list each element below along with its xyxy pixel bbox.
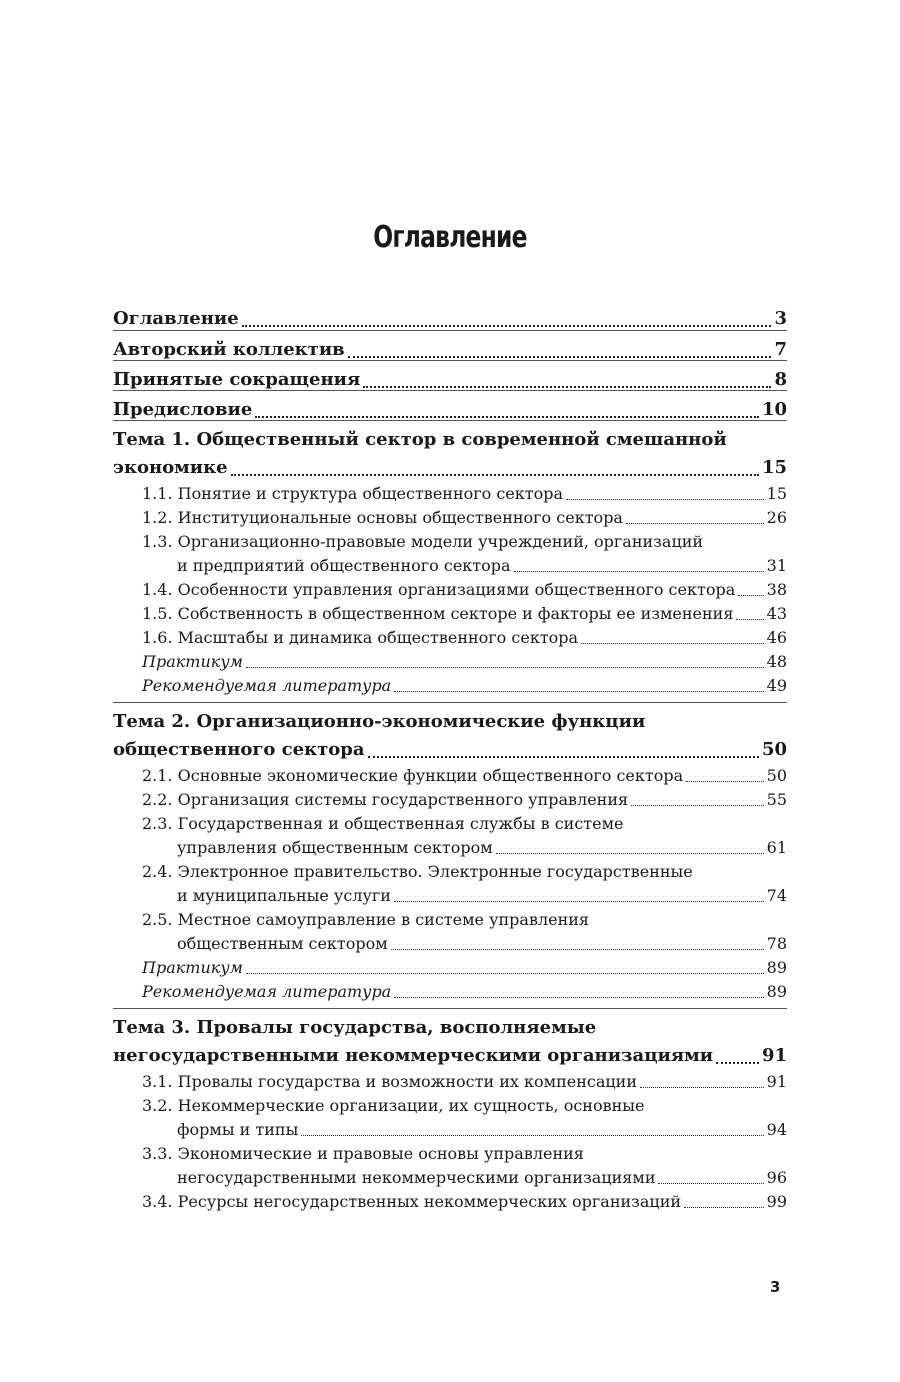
dot-leader xyxy=(716,1062,759,1064)
entry-label: Практикум xyxy=(142,958,243,977)
entry-page-number: 31 xyxy=(766,556,787,575)
subsection-entry[interactable] xyxy=(113,602,787,626)
toc-section xyxy=(113,300,787,330)
entry-label: Практикум xyxy=(142,652,243,671)
themes-list xyxy=(113,420,787,1218)
entry-label: Рекомендуемая литература xyxy=(142,676,392,695)
entry-page-number: 15 xyxy=(761,457,787,478)
entry-page-number: 89 xyxy=(766,958,787,977)
subsection-title-line: 2.3. Государственная и общественная службы в системе xyxy=(142,814,624,833)
dot-leader xyxy=(640,1087,764,1088)
theme-title-line: Тема 1. Общественный сектор в современной смешанной xyxy=(113,429,727,450)
entry-page-number: 49 xyxy=(766,676,787,695)
theme-entry[interactable] xyxy=(113,1041,787,1070)
dot-leader xyxy=(738,595,763,596)
dot-leader xyxy=(566,499,764,500)
subsection-entry[interactable] xyxy=(113,764,787,788)
entry-label: 3.1. Провалы государства и возможности их компенсации xyxy=(142,1072,637,1091)
dot-leader xyxy=(684,1207,764,1208)
entry-page-number: 7 xyxy=(774,339,787,360)
entry-page-number: 89 xyxy=(766,982,787,1001)
entry-page-number: 94 xyxy=(766,1120,787,1139)
entry-label: экономике xyxy=(113,457,228,478)
toc-section xyxy=(113,390,787,420)
entry-label: 1.4. Особенности управления организациями общественного сектора xyxy=(142,580,736,599)
theme-title-line: Тема 3. Провалы государства, восполняемые xyxy=(113,1017,597,1038)
dot-leader xyxy=(255,416,759,418)
entry-label: Рекомендуемая литература xyxy=(142,982,392,1001)
subsection-entry[interactable] xyxy=(113,626,787,650)
entry-page-number: 74 xyxy=(766,886,787,905)
subsection-entry[interactable] xyxy=(113,506,787,530)
entry-label: формы и типы xyxy=(177,1120,299,1139)
subsection-entry[interactable] xyxy=(113,1070,787,1094)
dot-leader xyxy=(391,949,764,950)
subsection-entry[interactable] xyxy=(113,1190,787,1214)
front-matter-list xyxy=(113,300,787,420)
entry-page-number: 3 xyxy=(774,308,787,329)
entry-label: 2.1. Основные экономические функции общественного сектора xyxy=(142,766,684,785)
entry-label: и муниципальные услуги xyxy=(177,886,391,905)
entry-label: 1.5. Собственность в общественном секторе и факторы ее изменения xyxy=(142,604,734,623)
dot-leader xyxy=(581,643,764,644)
dot-leader xyxy=(626,523,764,524)
entry-label: 2.2. Организация системы государственного управления xyxy=(142,790,629,809)
toc-section xyxy=(113,330,787,360)
dot-leader xyxy=(301,1135,763,1136)
entry-page-number: 55 xyxy=(766,790,787,809)
dot-leader xyxy=(363,386,771,388)
supplement-entry[interactable] xyxy=(113,650,787,674)
subsection-entry[interactable] xyxy=(113,1118,787,1142)
entry-page-number: 78 xyxy=(766,934,787,953)
entry-page-number: 8 xyxy=(774,369,787,390)
supplement-entry[interactable] xyxy=(113,674,787,698)
entry-label: и предприятий общественного сектора xyxy=(177,556,511,575)
subsection-title-line: 2.5. Местное самоуправление в системе управления xyxy=(142,910,590,929)
dot-leader xyxy=(246,973,764,974)
dot-leader xyxy=(394,691,763,692)
entry-label: негосударственными некоммерческими организациями xyxy=(177,1168,656,1187)
entry-label: 1.1. Понятие и структура общественного сектора xyxy=(142,484,564,503)
entry-page-number: 99 xyxy=(766,1192,787,1211)
subsection-title-line: 3.2. Некоммерческие организации, их сущность, основные xyxy=(142,1096,645,1115)
dot-leader xyxy=(514,571,764,572)
entry-label: общественным сектором xyxy=(177,934,388,953)
entry-label: 1.6. Масштабы и динамика общественного сектора xyxy=(142,628,579,647)
entry-page-number: 26 xyxy=(766,508,787,527)
dot-leader xyxy=(686,781,764,782)
entry-label: управления общественным сектором xyxy=(177,838,493,857)
page-title: Оглавление xyxy=(373,220,527,255)
dot-leader xyxy=(231,474,759,476)
subsection-entry[interactable] xyxy=(113,482,787,506)
supplement-entry[interactable] xyxy=(113,980,787,1004)
entry-label: 1.2. Институциональные основы общественного сектора xyxy=(142,508,623,527)
dot-leader xyxy=(631,805,764,806)
entry-page-number: 10 xyxy=(761,399,787,420)
subsection-title-line: 1.3. Организационно-правовые модели учреждений, организаций xyxy=(142,532,704,551)
theme-entry[interactable] xyxy=(113,735,787,764)
entry-label: Авторский коллектив xyxy=(113,339,345,360)
table-of-contents xyxy=(113,300,787,1218)
theme-section xyxy=(113,1008,787,1218)
toc-section xyxy=(113,360,787,390)
dot-leader xyxy=(496,853,764,854)
entry-label: негосударственными некоммерческими организациями xyxy=(113,1045,714,1066)
supplement-entry[interactable] xyxy=(113,956,787,980)
entry-page-number: 61 xyxy=(766,838,787,857)
theme-section xyxy=(113,702,787,1008)
subsection-title-line: 3.3. Экономические и правовые основы управления xyxy=(142,1144,584,1163)
entry-page-number: 91 xyxy=(766,1072,787,1091)
theme-title-line: Тема 2. Организационно-экономические функции xyxy=(113,711,646,732)
subsection-title-line: 2.4. Электронное правительство. Электронные государственные xyxy=(142,862,693,881)
theme-entry[interactable] xyxy=(113,453,787,482)
subsection-entry[interactable] xyxy=(113,932,787,956)
entry-page-number: 91 xyxy=(761,1045,787,1066)
entry-label: 3.4. Ресурсы негосударственных некоммерческих организаций xyxy=(142,1192,682,1211)
entry-page-number: 46 xyxy=(766,628,787,647)
subsection-entry[interactable] xyxy=(113,578,787,602)
entry-label: Предисловие xyxy=(113,399,253,420)
subsection-entry[interactable] xyxy=(113,1166,787,1190)
entry-page-number: 43 xyxy=(766,604,787,623)
subsection-entry[interactable] xyxy=(113,554,787,578)
dot-leader xyxy=(394,997,763,998)
dot-leader xyxy=(394,901,764,902)
toc-entry[interactable] xyxy=(113,304,787,333)
entry-label: общественного сектора xyxy=(113,739,365,760)
dot-leader xyxy=(736,619,763,620)
dot-leader xyxy=(368,756,759,758)
dot-leader xyxy=(246,667,764,668)
dot-leader xyxy=(348,356,772,358)
dot-leader xyxy=(658,1183,763,1184)
subsection-entry[interactable] xyxy=(113,836,787,860)
entry-label: Принятые сокращения xyxy=(113,369,361,390)
theme-section xyxy=(113,420,787,702)
subsection-entry[interactable] xyxy=(113,788,787,812)
entry-page-number: 50 xyxy=(766,766,787,785)
entry-page-number: 38 xyxy=(766,580,787,599)
dot-leader xyxy=(242,325,772,327)
page-number: 3 xyxy=(770,1278,781,1296)
entry-page-number: 48 xyxy=(766,652,787,671)
entry-page-number: 50 xyxy=(761,739,787,760)
entry-page-number: 15 xyxy=(766,484,787,503)
entry-page-number: 96 xyxy=(766,1168,787,1187)
entry-label: Оглавление xyxy=(113,308,239,329)
subsection-entry[interactable] xyxy=(113,884,787,908)
